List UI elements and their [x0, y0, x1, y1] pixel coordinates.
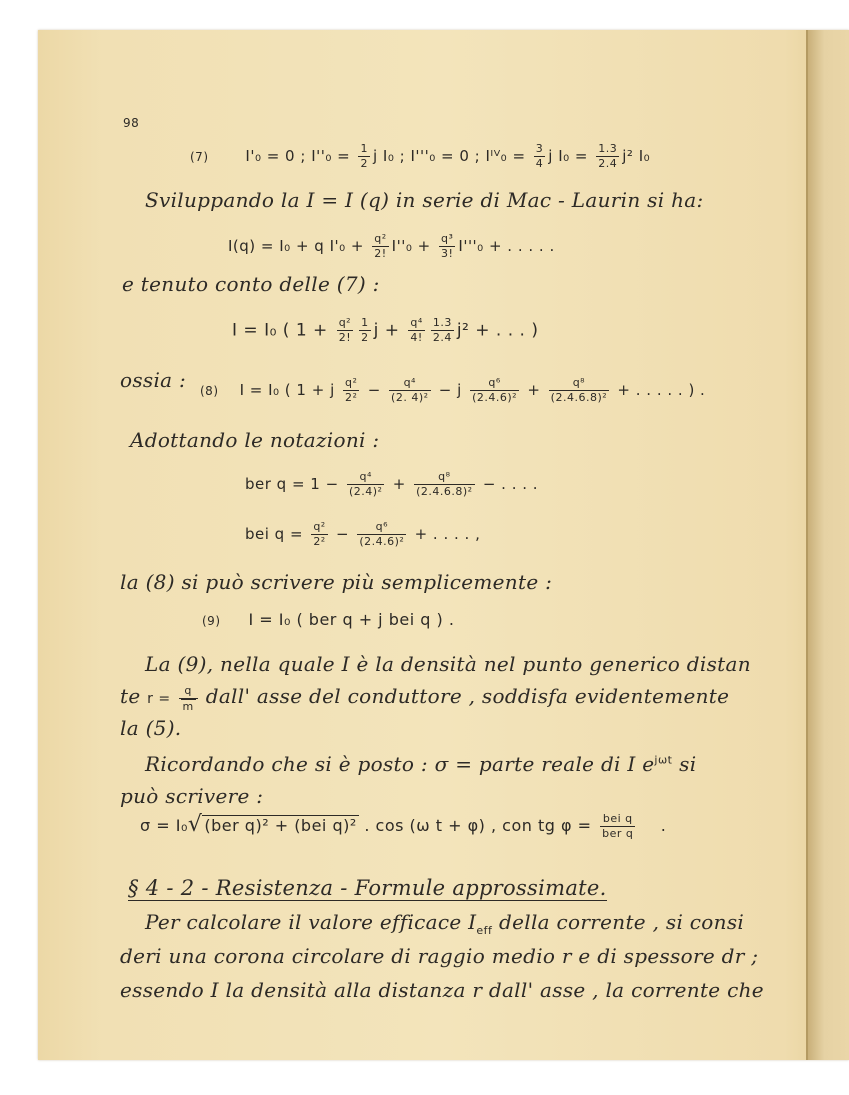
equation-series: I(q) = I₀ + q I'₀ + $\frac{\text{q²}}{2!}$ I''₀ + $\frac{\text{q³}}{3!}$ I'''₀ + . . . . . [228, 232, 555, 260]
equation-bei: bei q = $\frac{\text{q²}}{\text{2²}}$ − $\frac{\text{q⁶}}{\text{(2.4.6)²}}$ + . . . . , [245, 520, 481, 548]
text-la8: la (8) si può scrivere più semplicemente : [120, 570, 553, 594]
equation-9: (9) I = I₀ ( ber q + j bei q ) . [202, 610, 455, 629]
section-title: § 4 - 2 - Resistenza - Formule approssimate. [128, 876, 607, 900]
equation-8: (8) I = I₀ ( 1 + j $\frac{\text{q²}}{\text{2²}}$ − $\frac{\text{q⁴}}{\text{(2. 4)²}}$ − j $\frac{\text{q⁶}}{\text{(2.4.6)²}}$ + $\frac{\text{q⁸}}{\text{(2.4.6.8)²}}$ + . . . . . ) . [200, 376, 706, 404]
equation-I-expansion: I = I₀ ( 1 + $\frac{\text{q²}}{2!}$ $\frac{1}{2}$ j + $\frac{\text{q⁴}}{4!}$ $\frac{1.3}{2.4}$ j² + . . . ) [232, 316, 539, 344]
paragraph-per-calcolare-line1: Per calcolare il valore efficace $I_{eff}$ della corrente , si consi [145, 910, 745, 937]
paragraph-la9-line2: te r = $\frac{q}{m}$ dall' asse del conduttore , soddisfa evidentemente [120, 684, 730, 713]
equation-ber: ber q = 1 − $\frac{\text{q⁴}}{\text{(2.4)²}}$ + $\frac{\text{q⁸}}{\text{(2.4.6.8)²}}$ − . . . . [245, 470, 539, 498]
page-number: 98 [123, 116, 140, 130]
paragraph-per-calcolare-line3: essendo I la densità alla distanza r dall' asse , la corrente che [120, 978, 764, 1002]
equation-sigma: σ = I₀√ (ber q)² + (bei q)² . cos (ω t + φ) , con tg φ = $\frac{\text{bei q}}{\text{ber q}}$ . [140, 812, 667, 840]
text-adottando: Adottando le notazioni : [130, 428, 380, 452]
text-sviluppando: Sviluppando la I = I (q) in serie di Mac - Laurin si ha: [145, 188, 704, 212]
paragraph-la9-line1: La (9), nella quale I è la densità nel punto generico distan [145, 652, 751, 676]
adjacent-page-edge [808, 30, 849, 1060]
paragraph-per-calcolare-line2: deri una corona circolare di raggio medio r e di spessore dr ; [120, 944, 759, 968]
paragraph-ricordando-line2: può scrivere : [120, 784, 264, 808]
paragraph-ricordando-line1: Ricordando che si è posto : σ = parte reale di I $e^{j\omega t}$ si [145, 752, 697, 776]
paragraph-la9-line3: la (5). [120, 716, 182, 740]
text-tenuto: e tenuto conto delle (7) : [122, 272, 380, 296]
text-ossia: ossia : [120, 368, 187, 392]
equation-7: (7) I'₀ = 0 ; I''₀ = $\frac{1}{2}$ j I₀ ; I'''₀ = 0 ; Iᴵⱽ₀ = $\frac{3}{4}$ j I₀ = $\frac{1.3}{2.4}$ j² I₀ [190, 142, 651, 170]
